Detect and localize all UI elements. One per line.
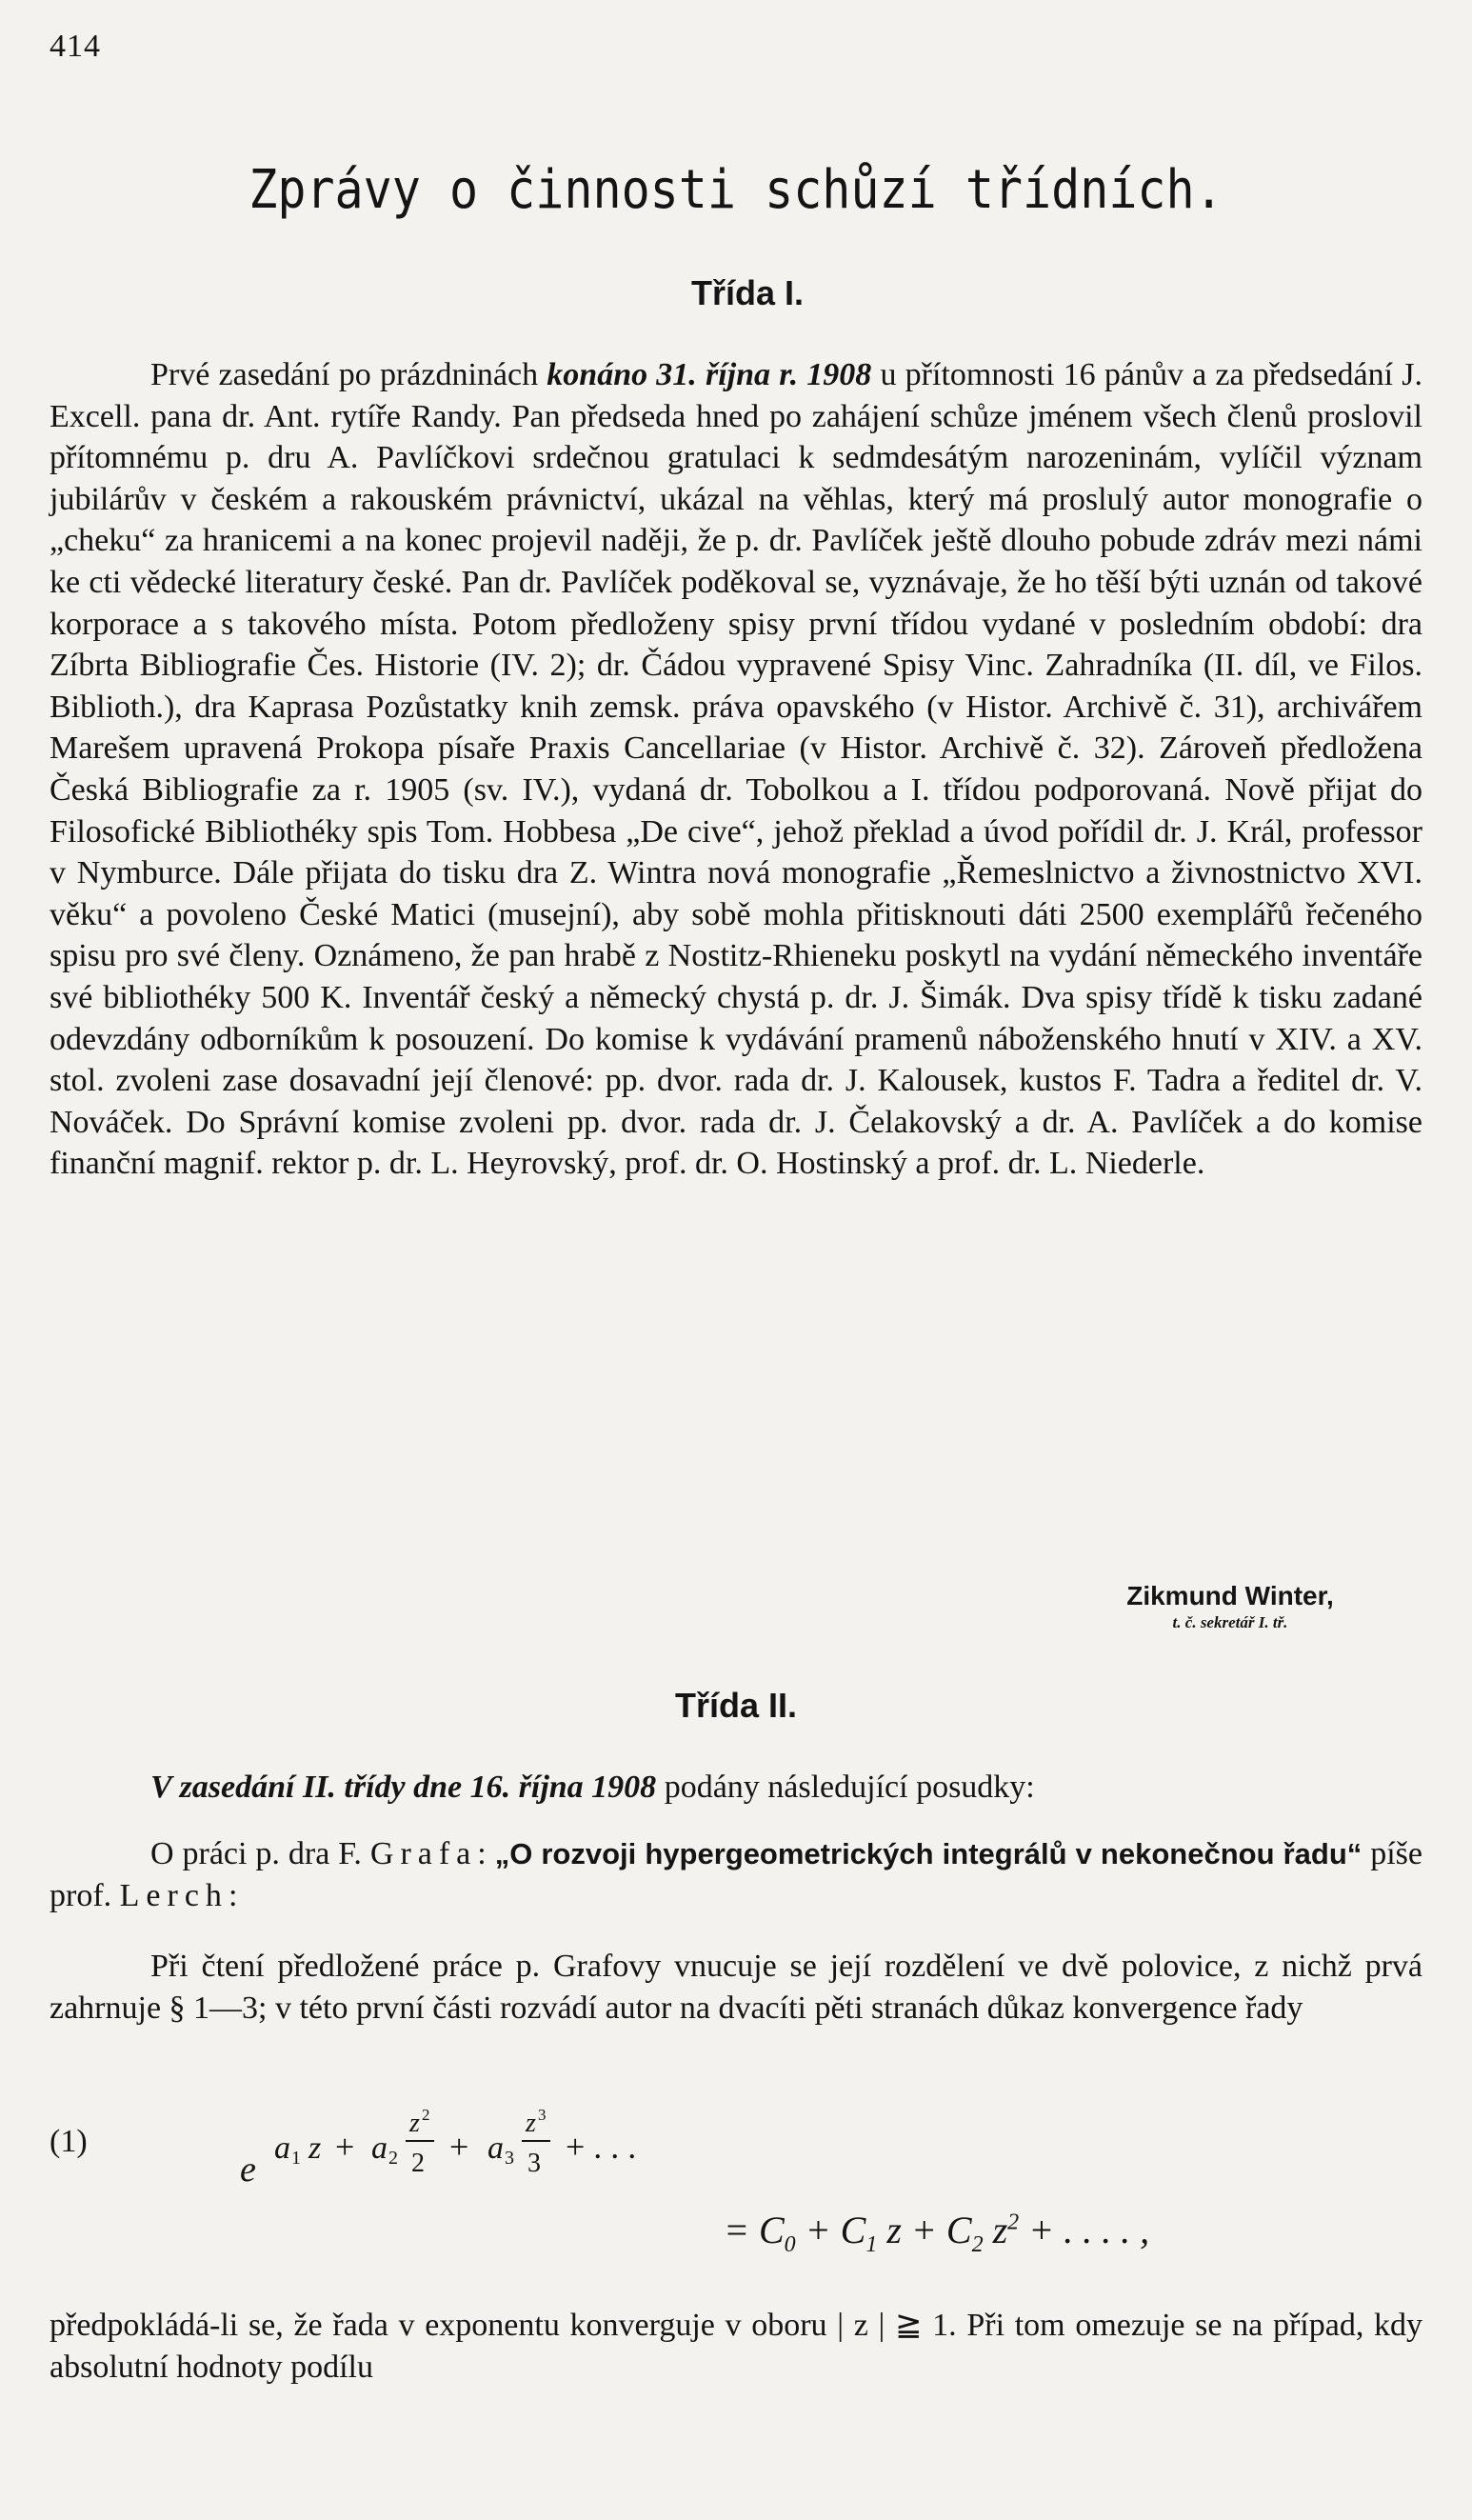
equation-series-expansion xyxy=(724,2208,1390,2258)
eq-frac2-sup: 2 xyxy=(422,2106,430,2124)
signature-block xyxy=(1087,1581,1373,1632)
section-2-intro xyxy=(50,1767,1422,1809)
eq-rhs-mid1: + C xyxy=(795,2209,866,2251)
session-date-2: V zasedání II. třídy dne 16. října 1908 xyxy=(150,1770,657,1805)
reviewer-name: Lerch xyxy=(119,1877,229,1913)
section-heading-class-1: Třída I. xyxy=(690,273,805,312)
eq-a1: a xyxy=(274,2130,290,2166)
eq-a2: a xyxy=(371,2130,388,2166)
paragraph-lead: Prvé zasedání po prázdninách xyxy=(150,357,547,392)
paragraph-body: u přítomnosti 16 pánův a za předsedání J. Excell. pana dr. Ant. rytíře Randy. Pan předseda hned po zahájení schůze jménem všech členů proslovil přítomnému p. dru A. Pavlíčkovi srdečnou gratulaci k sedmdesátým narozeninám, vylíčil význam jubilárův v českém a rakouském právnictví, ukázal na věhlas, který má proslulý autor monografie o „cheku“ za hranicemi a na konec projevil naději, že p. dr. Pavlíček ještě dlouho pobude zdráv mezi námi ke cti vědecké literatury české. Pan dr. Pavlíček poděkoval se, vyznávaje, že ho těší býti uznán od takové korporace a s takového místa. Potom předloženy spisy první třídou vydané v posledním období: dra Zíbrta Bibliografie Čes. Historie (IV. 2); dr. Čádou vypravené Spisy Vinc. Zahradníka (II. díl, ve Filos. Biblioth.), dra Kaprasa Pozůstatky knih zemsk. práva opavského (v Histor. Archivě č. 31), archivářem Marešem upravená Prokopa písaře Praxis Cancellariae (v Histor. Archivě č. 32). Zároveň předložena Česká Bibliografie za r. 1905 (sv. IV.), vydaná dr. Tobolkou a I. třídou podporovaná. Nově přijat do Filosofické Bibliothéky spis Tom. Hobbesa „De cive“, jehož překlad a úvod pořídil dr. J. Král, professor v Nymburce. Dále přijata do tisku dra Z. Wintra nová monografie „Řemeslnictvo a živnostnictvo XVI. věku“ a povoleno České Matici (musejní), aby sobě mohla přitisknouti dáti 2500 exemplářů řečeného spisu pro své členy. Oznámeno, že pan hrabě z Nostitz-Rhieneku poskytl na vydání německého inventáře své bibliothéky 500 K. Inventář český a německý chystá p. dr. J. Šimák. Dva spisy třídě k tisku zadané odevzdány odborníkům k posouzení. Do komise k vydávání pramenů náboženského hnutí v XIV. a XV. stol. zvoleni zase dosavadní její členové: pp. dvor. rada dr. J. Kalousek, kustos F. Tadra a ředitel dr. V. Nováček. Do Správní komise zvoleni pp. dvor. rada dr. J. Čelakovský a dr. A. Pavlíček a do komise finanční magnif. rektor p. dr. L. Heyrovský, prof. dr. O. Hostinský a prof. dr. L. Niederle. xyxy=(50,357,1422,1182)
eq-frac2-num: z xyxy=(409,2109,420,2138)
eq-plus-2: + xyxy=(449,2128,469,2166)
review-colon: : xyxy=(477,1836,495,1871)
review-author: Grafa xyxy=(369,1836,478,1871)
eq-z: z xyxy=(308,2130,322,2166)
eq-rhs: = C xyxy=(724,2209,785,2251)
eq-frac3-sup: 3 xyxy=(538,2106,547,2124)
review-paragraph-b: předpokládá-li se, že řada v exponentu konverguje v oboru | z | ≧ 1. Při tom omezuje se na případ, kdy absolutní hodnoty podílu xyxy=(50,2308,1422,2385)
equation-exponential xyxy=(229,2105,762,2190)
equation-number: (1) xyxy=(50,2124,88,2159)
eq-rhs-sub0: 0 xyxy=(784,2232,796,2257)
eq-rhs-sub2: 2 xyxy=(971,2232,984,2257)
eq-rhs-end: + . . . . , xyxy=(1019,2209,1150,2251)
eq-frac2-den: 2 xyxy=(411,2149,425,2178)
review-work-title: „O rozvoji hypergeometrických integrálů v nekonečnou řadu“ xyxy=(494,1837,1363,1870)
eq-rhs-sup2: 2 xyxy=(1007,2210,1020,2235)
eq-sub1: 1 xyxy=(291,2148,301,2169)
eq-a3: a xyxy=(487,2130,504,2166)
intro-rest: podány následující posudky: xyxy=(656,1770,1035,1805)
page-title: Zprávy o činnosti schůzí třídních. xyxy=(249,158,1223,221)
eq-plus-1: + xyxy=(335,2128,355,2166)
eq-sub2: 2 xyxy=(388,2148,398,2169)
eq-rhs-z2: z xyxy=(983,2209,1008,2251)
eq-rhs-z1: z + C xyxy=(877,2209,972,2251)
review-lead: O práci p. dra F. xyxy=(150,1836,370,1871)
review-end: : xyxy=(228,1877,238,1913)
eq-frac3-den: 3 xyxy=(527,2149,541,2178)
eq-sub3: 3 xyxy=(505,2148,514,2169)
page-number: 414 xyxy=(50,29,101,64)
section-heading-class-2: Třída II. xyxy=(674,1686,798,1725)
signature-name: Zikmund Winter, xyxy=(1126,1581,1334,1610)
review-heading-paragraph xyxy=(50,1833,1422,1916)
section-1-paragraph xyxy=(50,354,1422,1588)
session-date: konáno 31. října r. 1908 xyxy=(547,357,872,392)
signature-role: t. č. sekretář I. tř. xyxy=(1172,1613,1288,1631)
review-paragraph-a: Při čtení předložené práce p. Grafovy vnucuje se její rozdělení ve dvě polovice, z nichž prvá zahrnuje § 1—3; v této první části rozvádí autor na dvacíti pěti stranách důkaz konvergence řady xyxy=(50,1949,1422,2026)
eq-frac3-num: z xyxy=(526,2109,536,2138)
eq-dots: + . . . xyxy=(566,2128,637,2166)
review-writes: píše prof. xyxy=(50,1836,1422,1913)
eq-rhs-sub1: 1 xyxy=(865,2232,878,2257)
eq-base: e xyxy=(240,2150,256,2190)
